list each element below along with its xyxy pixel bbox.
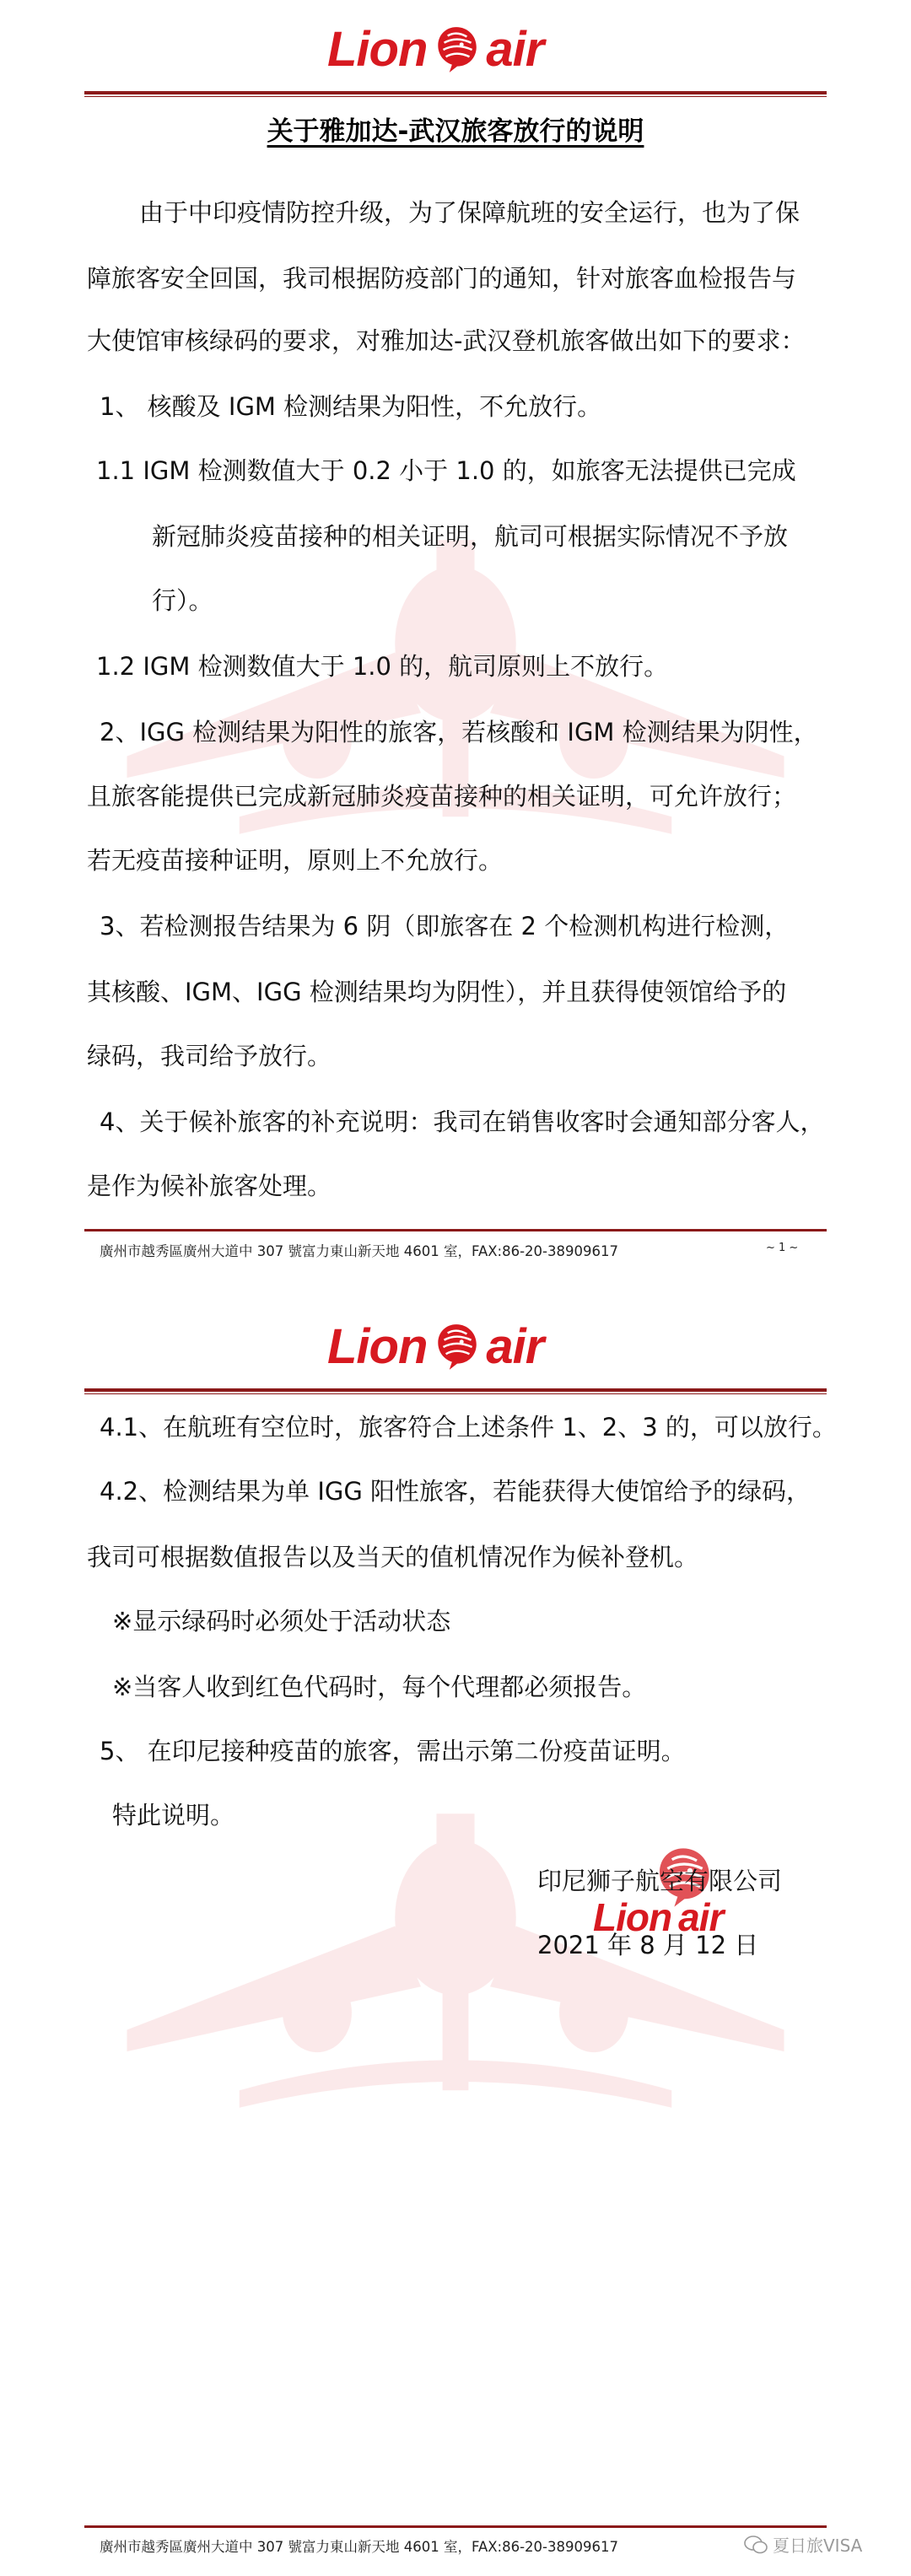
closing-text: 特此说明。 (112, 1801, 235, 1830)
item-3-line: 绿码，我司给予放行。 (87, 1042, 332, 1070)
airplane-watermark-icon (110, 540, 801, 869)
document-title: 关于雅加达-武汉旅客放行的说明 (267, 116, 644, 147)
intro-line: 障旅客安全回国，我司根据防疫部门的通知，针对旅客血检报告与 (87, 264, 797, 293)
item-1: 1、 核酸及 IGM 检测结果为阳性，不允放行。 (100, 392, 602, 421)
item-3-line: 其核酸、IGM、IGG 检测结果均为阴性），并且获得使领馆给予的 (87, 978, 787, 1006)
footer-rule (84, 1229, 827, 1231)
item-2-line: 若无疫苗接种证明，原则上不允放行。 (87, 846, 504, 875)
note-red-code: ※当客人收到红色代码时，每个代理都必须报告。 (112, 1673, 647, 1701)
brand-logo-text-air: air (486, 22, 544, 77)
source-watermark (744, 2532, 862, 2557)
item-1-1-line: 行）。 (152, 586, 213, 615)
intro-line: 由于中印疫情防控升级，为了保障航班的安全运行，也为了保 (139, 198, 800, 227)
footer-address: 廣州市越秀區廣州大道中 307 號富力東山新天地 4601 室，FAX:86-20-38909617 (100, 1243, 618, 1259)
brand-logo-text-lion: Lion (593, 1895, 672, 1939)
item-4-line: 是作为候补旅客处理。 (87, 1172, 332, 1200)
brand-logo-text-air: air (678, 1895, 724, 1939)
header-rule-thin (84, 1393, 827, 1394)
intro-line: 大使馆审核绿码的要求，对雅加达-武汉登机旅客做出如下的要求： (87, 326, 806, 355)
item-4-line: 4、关于候补旅客的补充说明：我司在销售收客时会通知部分客人， (100, 1107, 825, 1136)
header-rule-thin (84, 96, 827, 97)
footer-address: 廣州市越秀區廣州大道中 307 號富力東山新天地 4601 室，FAX:86-20-38909617 (100, 2539, 618, 2555)
brand-logo-text-lion: Lion (327, 22, 428, 77)
item-2-line: 且旅客能提供已完成新冠肺炎疫苗接种的相关证明，可允许放行； (87, 782, 797, 811)
header-rule (84, 1388, 827, 1392)
footer-rule (84, 2525, 827, 2528)
item-2-line: 2、IGG 检测结果为阳性的旅客，若核酸和 IGM 检测结果为阴性， (100, 718, 818, 746)
brand-logo (327, 24, 543, 76)
item-3-line: 3、若检测报告结果为 6 阴（即旅客在 2 个检测机构进行检测， (100, 912, 790, 940)
brand-logo-text-lion: Lion (327, 1319, 428, 1374)
document-date: 2021 年 8 月 12 日 (537, 1931, 759, 1959)
item-1-1-line: 新冠肺炎疫苗接种的相关证明，航司可根据实际情况不予放 (152, 522, 789, 551)
item-5: 5、 在印尼接种疫苗的旅客，需出示第二份疫苗证明。 (100, 1737, 686, 1765)
wechat-icon (744, 2535, 768, 2555)
item-4-2-line: 我司可根据数值报告以及当天的值机情况作为候补登机。 (87, 1543, 699, 1571)
header-rule (84, 91, 827, 94)
note-green-code: ※显示绿码时必须处于活动状态 (112, 1607, 451, 1636)
source-watermark-text: 夏日旅VISA (773, 2536, 863, 2556)
item-1-2: 1.2 IGM 检测数值大于 1.0 的，航司原则上不放行。 (96, 652, 669, 681)
item-4-1: 4.1、在航班有空位时，旅客符合上述条件 1、2、3 的，可以放行。 (100, 1413, 837, 1442)
company-name: 印尼狮子航空有限公司 (537, 1867, 783, 1895)
page-number: ~ 1 ~ (766, 1242, 799, 1254)
lion-logo-icon (430, 24, 482, 76)
item-1-1-line: 1.1 IGM 检测数值大于 0.2 小于 1.0 的，如旅客无法提供已完成 (96, 456, 796, 485)
item-4-2-line: 4.2、检测结果为单 IGG 阳性旅客，若能获得大使馆给予的绿码， (100, 1477, 811, 1506)
brand-logo (327, 1321, 543, 1373)
lion-logo-icon (430, 1321, 482, 1373)
brand-logo-text-air: air (486, 1319, 544, 1374)
